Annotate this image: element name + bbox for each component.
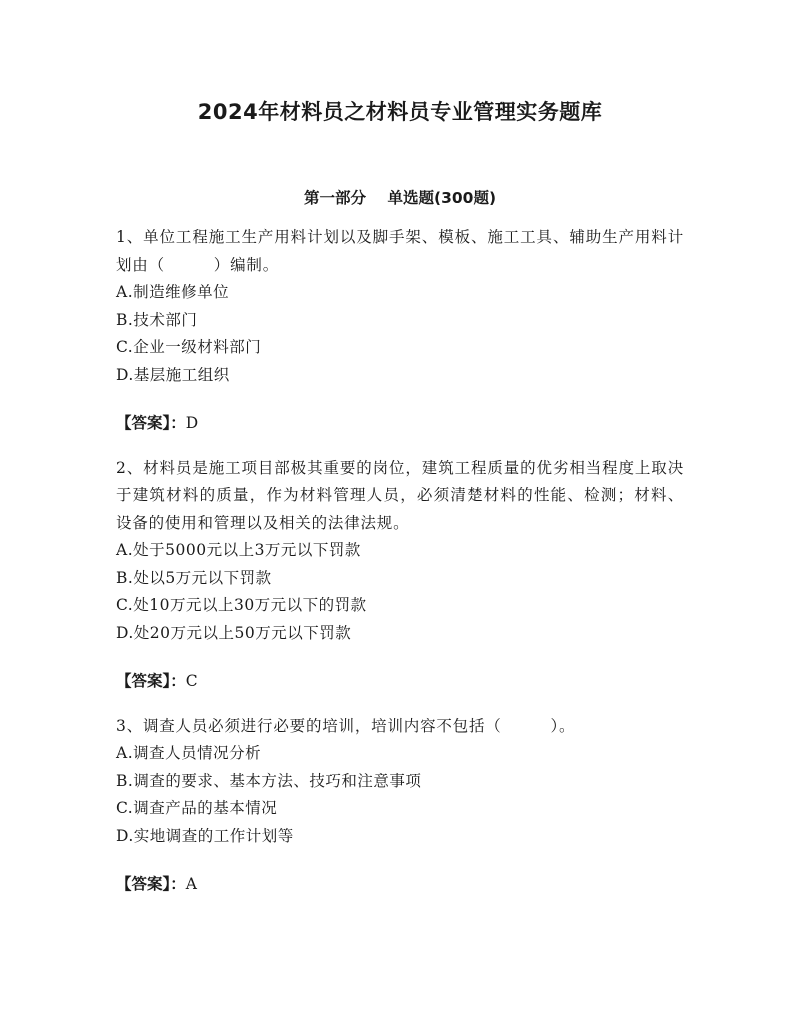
option-d: D.实地调查的工作计划等 (116, 826, 294, 845)
option-a: A.调查人员情况分析 (116, 744, 262, 762)
section-heading: 第一部分 单选题(300题) (303, 189, 497, 207)
question-2 (116, 455, 684, 696)
option-c: C.企业一级材料部门 (116, 338, 262, 356)
option-b: B.技术部门 (116, 310, 198, 329)
question-spacer (116, 696, 684, 713)
document-title: 2024年材料员之材料员专业管理实务题库 (197, 100, 603, 124)
answer-line (116, 410, 684, 438)
question-stem: 1、单位工程施工生产用料计划以及脚手架、模板、施工工具、辅助生产用料计划由（ ）编制。 (116, 228, 684, 274)
question-spacer (116, 438, 684, 455)
question-stem: 2、材料员是施工项目部极其重要的岗位，建筑工程质量的优劣相当程度上取决于建筑材料的质量，作为材料管理人员，必须清楚材料的性能、检测；材料、设备的使用和管理以及相关的法律法规。 (116, 458, 684, 532)
option-d: D.处20万元以上50万元以下罚款 (116, 623, 352, 642)
answer-value: C (185, 672, 198, 690)
answer-label: 【答案】： (116, 672, 186, 690)
question-3 (116, 713, 684, 899)
option-c: C.调查产品的基本情况 (116, 799, 278, 817)
question-stem: 3、调查人员必须进行必要的培训，培训内容不包括（ ）。 (116, 716, 576, 735)
answer-value: A (185, 875, 197, 893)
answer-line (116, 668, 684, 696)
option-c: C.处10万元以上30万元以下的罚款 (116, 596, 367, 614)
option-a: A.处于5000元以上3万元以下罚款 (116, 541, 361, 559)
option-a: A.制造维修单位 (116, 283, 230, 301)
answer-label: 【答案】： (116, 875, 186, 893)
question-1 (116, 224, 684, 438)
answer-value: D (185, 414, 199, 432)
answer-label: 【答案】： (116, 414, 186, 432)
option-b: B.调查的要求、基本方法、技巧和注意事项 (116, 771, 422, 790)
answer-line (116, 871, 684, 899)
question-list (116, 224, 684, 899)
option-b: B.处以5万元以下罚款 (116, 568, 272, 587)
option-d: D.基层施工组织 (116, 365, 230, 384)
